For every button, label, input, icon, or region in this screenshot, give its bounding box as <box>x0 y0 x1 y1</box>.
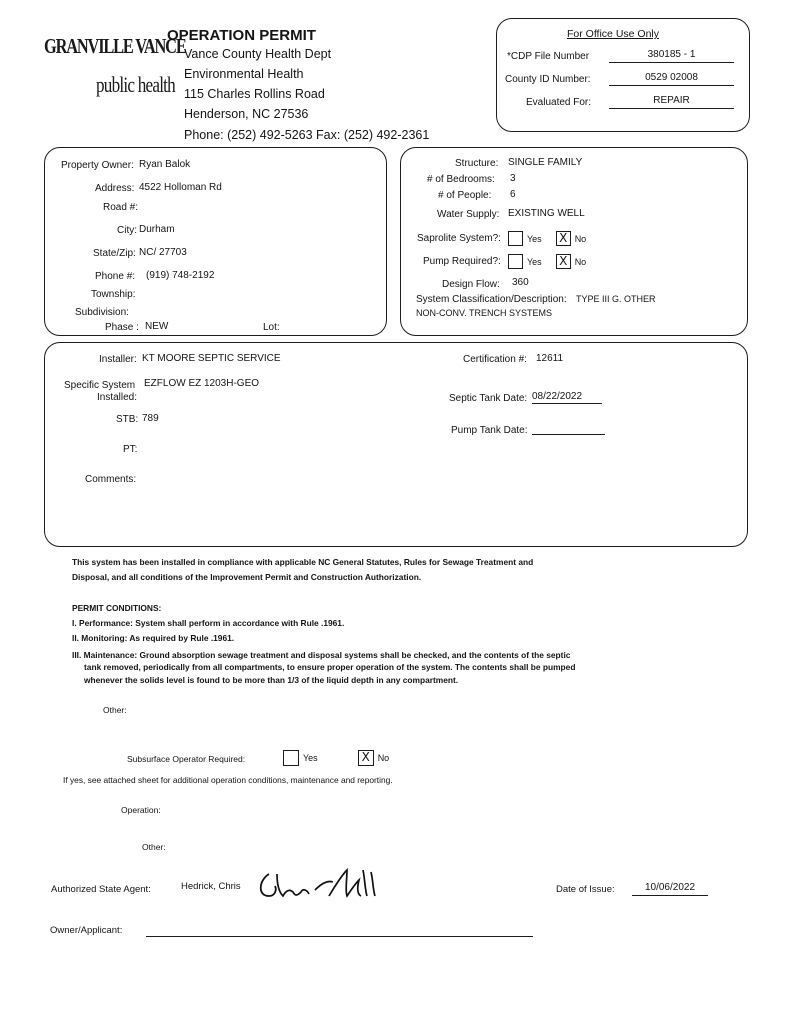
road-label: Road #: <box>103 202 139 213</box>
comments-label: Comments: <box>85 474 137 485</box>
lot-label: Lot: <box>263 322 280 333</box>
evaluated-value: REPAIR <box>609 95 734 109</box>
pump-no-label: No <box>574 256 587 267</box>
page-title: OPERATION PERMIT <box>167 27 316 44</box>
phase-label: Phase : <box>105 322 139 333</box>
city-value: Durham <box>139 224 175 235</box>
agent-label: Authorized State Agent: <box>51 884 151 895</box>
septic-tank-date-label: Septic Tank Date: <box>449 393 528 404</box>
conditions-heading: PERMIT CONDITIONS: <box>72 603 162 613</box>
stb-value: 789 <box>142 413 159 424</box>
county-id-value: 0529 02008 <box>609 72 734 86</box>
issue-date-label: Date of Issue: <box>556 884 615 895</box>
city-address: Henderson, NC 27536 <box>184 107 309 121</box>
installed-label: Installed: <box>97 392 138 403</box>
septic-tank-date-value: 08/22/2022 <box>532 391 602 404</box>
certification-value: 12611 <box>536 353 564 364</box>
installer-label: Installer: <box>99 354 137 365</box>
logo-line-2: public health <box>96 72 175 97</box>
installation-box <box>44 342 748 547</box>
phone-value: (919) 748-2192 <box>146 270 215 281</box>
pump-required-options <box>508 253 592 271</box>
subdivision-label: Subdivision: <box>75 307 129 318</box>
office-use-title: For Office Use Only <box>567 28 659 40</box>
structure-value: SINGLE FAMILY <box>508 157 583 168</box>
pump-required-label: Pump Required?: <box>423 256 501 267</box>
city-label: City: <box>117 225 137 236</box>
other-2-label: Other: <box>142 842 166 852</box>
evaluated-label: Evaluated For: <box>526 97 592 108</box>
state-zip-value: NC/ 27703 <box>139 247 187 258</box>
water-supply-label: Water Supply: <box>437 209 500 220</box>
classification-value-2: NON-CONV. TRENCH SYSTEMS <box>416 308 553 318</box>
owner-applicant-label: Owner/Applicant: <box>50 925 123 936</box>
classification-value-1: TYPE III G. OTHER <box>576 294 656 304</box>
dept-phone: Phone: (252) 492-5263 Fax: (252) 492-2361 <box>184 128 430 142</box>
owner-label: Property Owner: <box>61 160 134 171</box>
address-value: 4522 Holloman Rd <box>139 182 222 193</box>
phone-label: Phone #: <box>95 271 136 282</box>
operator-no-label: No <box>377 752 390 763</box>
division-name: Environmental Health <box>184 67 304 81</box>
saprolite-yes-checkbox[interactable] <box>508 231 523 246</box>
cdp-value: 380185 - 1 <box>609 49 734 63</box>
pump-tank-date-label: Pump Tank Date: <box>451 425 528 436</box>
agent-signature <box>255 866 385 911</box>
bedrooms-value: 3 <box>510 173 516 184</box>
classification-label: System Classification/Description: <box>416 294 567 305</box>
people-value: 6 <box>510 189 516 200</box>
operator-options <box>283 749 395 767</box>
township-label: Township: <box>91 289 136 300</box>
pump-tank-date-line <box>532 424 605 435</box>
pump-yes-checkbox[interactable] <box>508 254 523 269</box>
agent-name: Hedrick, Chris <box>181 881 241 892</box>
owner-value: Ryan Balok <box>139 159 191 170</box>
logo-line-1: GRANVILLE VANCE <box>44 34 186 58</box>
people-label: # of People: <box>438 190 492 201</box>
operator-yes-checkbox[interactable] <box>283 750 299 766</box>
condition-performance: I. Performance: System shall perform in accordance with Rule .1961. <box>72 618 345 628</box>
design-flow-value: 360 <box>512 277 529 288</box>
cdp-label: *CDP File Number <box>507 51 590 62</box>
condition-maintenance-1: III. Maintenance: Ground absorption sewage treatment and disposal systems shall be checked, and the contents of the septic <box>72 650 571 660</box>
water-supply-value: EXISTING WELL <box>508 208 585 219</box>
saprolite-yes-label: Yes <box>527 233 542 244</box>
condition-maintenance-3: whenever the solids level is found to be more than 1/3 of the liquid depth in any compartment. <box>84 675 459 685</box>
installer-value: KT MOORE SEPTIC SERVICE <box>142 353 281 364</box>
saprolite-label: Saprolite System?: <box>417 233 501 244</box>
certification-label: Certification #: <box>463 354 527 365</box>
saprolite-no-checkbox[interactable]: X <box>556 231 571 246</box>
operation-label: Operation: <box>121 805 161 815</box>
compliance-line-1: This system has been installed in compliance with applicable NC General Statutes, Rules for Sewage Treatment and <box>72 557 534 567</box>
if-yes-note: If yes, see attached sheet for additional operation conditions, maintenance and reporting. <box>63 775 393 785</box>
dept-name: Vance County Health Dept <box>184 47 332 61</box>
pump-no-checkbox[interactable]: X <box>556 254 571 269</box>
condition-monitoring: II. Monitoring: As required by Rule .1961. <box>72 633 235 643</box>
other-1-label: Other: <box>103 705 127 715</box>
state-zip-label: State/Zip: <box>93 248 136 259</box>
structure-label: Structure: <box>455 158 499 169</box>
stb-label: STB: <box>116 414 139 425</box>
pt-label: PT: <box>123 444 138 455</box>
operator-yes-label: Yes <box>303 752 318 763</box>
specific-system-value: EZFLOW EZ 1203H-GEO <box>144 378 260 389</box>
phase-value: NEW <box>145 321 169 332</box>
street-address: 115 Charles Rollins Road <box>184 87 325 101</box>
operator-no-checkbox[interactable]: X <box>358 750 374 766</box>
county-id-label: County ID Number: <box>505 74 591 85</box>
pump-yes-label: Yes <box>527 256 542 267</box>
compliance-line-2: Disposal, and all conditions of the Improvement Permit and Construction Authorization. <box>72 572 422 582</box>
condition-maintenance-2: tank removed, periodically from all compartments, to ensure proper operation of the system. The contents shall be pumped <box>84 662 576 672</box>
saprolite-options <box>508 230 592 248</box>
design-flow-label: Design Flow: <box>442 279 500 290</box>
address-label: Address: <box>95 183 135 194</box>
saprolite-no-label: No <box>574 233 587 244</box>
specific-system-label: Specific System <box>64 380 136 391</box>
bedrooms-label: # of Bedrooms: <box>427 174 495 185</box>
owner-applicant-signature-line <box>146 925 533 937</box>
issue-date-value: 10/06/2022 <box>632 882 708 896</box>
operator-required-label: Subsurface Operator Required: <box>127 754 246 764</box>
